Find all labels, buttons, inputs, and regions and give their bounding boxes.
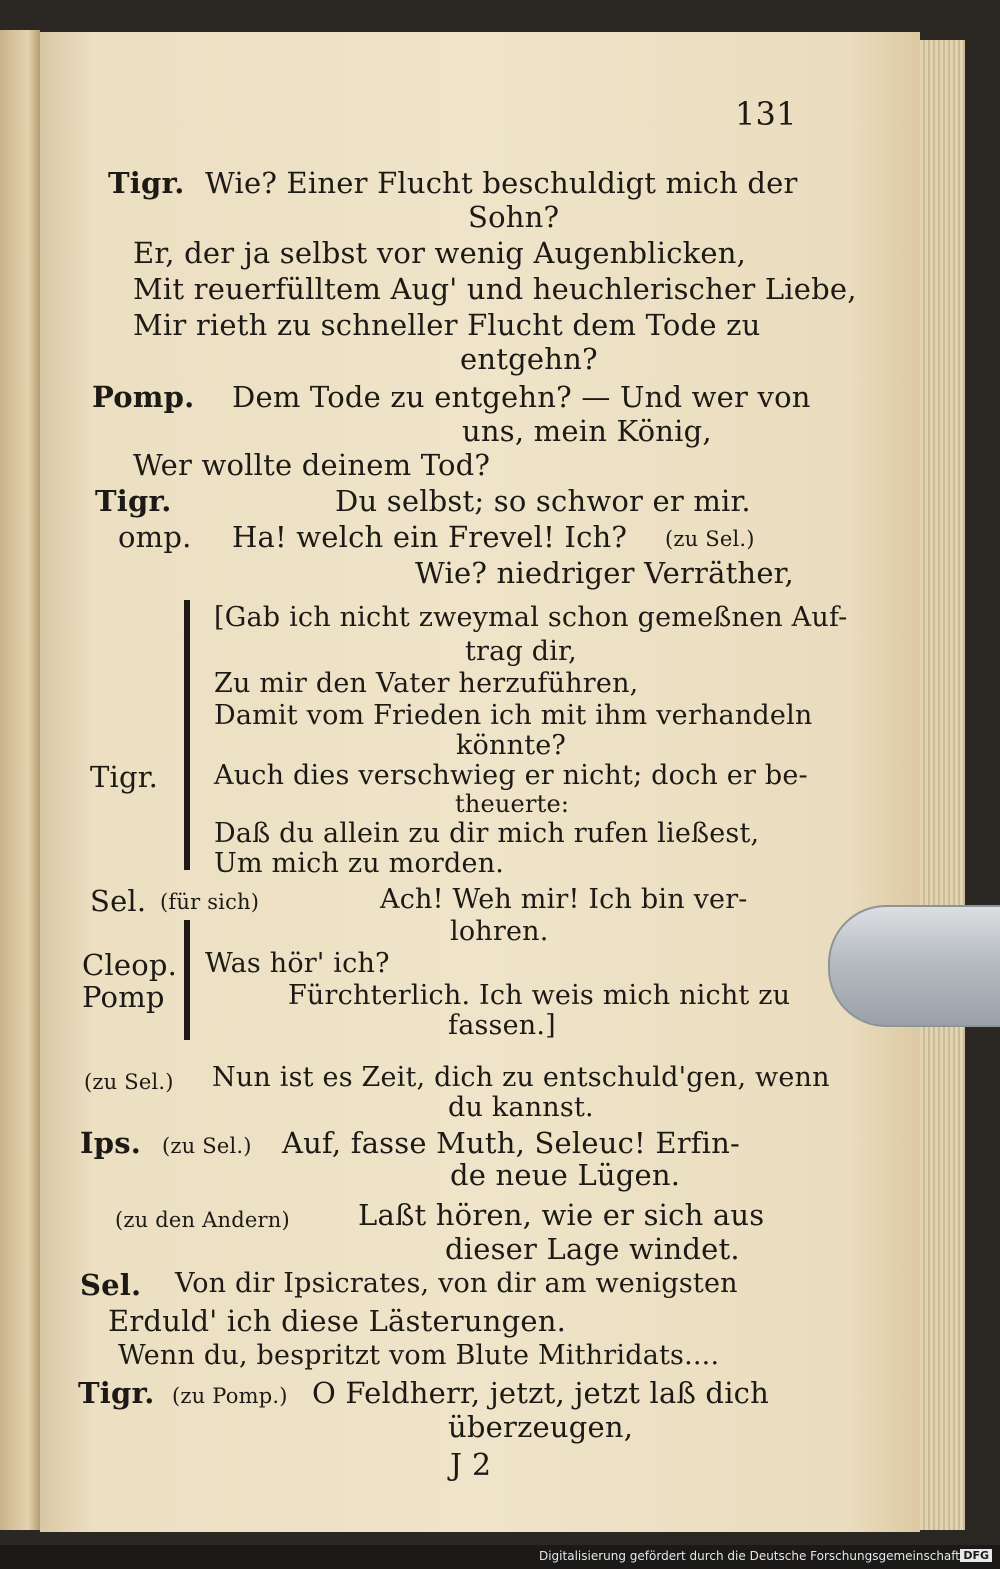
verse-line: Mir rieth zu schneller Flucht dem Tode zu — [133, 308, 761, 342]
verse-line: [Gab ich nicht zweymal schon gemeßnen Auf- — [214, 602, 848, 633]
speaker: Sel. — [80, 1268, 142, 1302]
stage-direction: (zu Sel.) — [665, 527, 755, 551]
stage-direction: (zu den Andern) — [115, 1208, 290, 1232]
speaker: Ips. — [80, 1126, 142, 1160]
verse-line: Fürchterlich. Ich weis mich nicht zu — [288, 980, 791, 1011]
speaker: Tigr. — [95, 484, 172, 518]
speaker: Sel. — [90, 884, 147, 918]
facing-page-edge — [0, 30, 40, 1530]
verse-line: Er, der ja selbst vor wenig Augenblicken, — [133, 236, 747, 270]
verse-line: trag dir, — [465, 636, 577, 667]
verse-line: O Feldherr, jetzt, jetzt laß dich — [312, 1376, 769, 1410]
verse-line: entgehn? — [460, 342, 598, 376]
verse-line: Von dir Ipsicrates, von dir am wenigsten — [175, 1268, 738, 1299]
speaker: omp. — [118, 520, 192, 554]
verse-line: Auch dies verschwieg er nicht; doch er be- — [214, 760, 808, 791]
verse-line: Dem Tode zu entgehn? — Und wer von — [232, 380, 811, 414]
speaker: Pomp — [82, 980, 165, 1014]
stage-direction: (für sich) — [160, 890, 260, 914]
verse-line: Zu mir den Vater herzuführen, — [214, 668, 639, 699]
verse-line: Mit reuerfülltem Aug' und heuchlerischer Liebe, — [133, 272, 857, 306]
verse-line: Laßt hören, wie er sich aus — [358, 1198, 765, 1232]
speaker: Cleop. — [82, 948, 178, 982]
verse-line: de neue Lügen. — [450, 1158, 681, 1192]
bracket-bar — [184, 920, 190, 1040]
verse-line: überzeugen, — [448, 1410, 634, 1444]
page-edges — [915, 40, 965, 1530]
dfg-logo: DFG — [960, 1549, 992, 1562]
footer-credit: Digitalisierung gefördert durch die Deutsche Forschungsgemeinschaft — [538, 1549, 960, 1563]
verse-line: uns, mein König, — [462, 414, 712, 448]
page-clip — [828, 905, 1000, 1027]
verse-line: theuerte: — [455, 790, 570, 818]
verse-line: du kannst. — [448, 1092, 594, 1123]
verse-line: Wie? niedriger Verräther, — [415, 556, 794, 590]
verse-line: Sohn? — [468, 200, 560, 234]
stage-direction: (zu Sel.) — [162, 1134, 252, 1158]
verse-line: dieser Lage windet. — [445, 1232, 740, 1266]
verse-line: Um mich zu morden. — [214, 848, 505, 879]
bracket-bar — [184, 600, 190, 870]
speaker: Pomp. — [92, 380, 195, 414]
speaker: Tigr. — [90, 760, 159, 794]
verse-line: Wenn du, bespritzt vom Blute Mithridats.... — [118, 1340, 720, 1371]
verse-line: Ha! welch ein Frevel! Ich? — [232, 520, 628, 554]
stage-direction: (zu Sel.) — [84, 1070, 174, 1094]
speaker: Tigr. — [78, 1376, 155, 1410]
verse-line: Wie? Einer Flucht beschuldigt mich der — [205, 166, 798, 200]
verse-line: Du selbst; so schwor er mir. — [335, 484, 751, 518]
stage-direction: (zu Pomp.) — [172, 1384, 288, 1408]
verse-line: Erduld' ich diese Lästerungen. — [108, 1304, 567, 1338]
verse-line: könnte? — [456, 730, 567, 761]
page-number: 131 — [735, 95, 797, 133]
verse-line: Ach! Weh mir! Ich bin ver- — [380, 884, 748, 915]
verse-line: fassen.] — [448, 1010, 556, 1041]
verse-line: Damit vom Frieden ich mit ihm verhandeln — [214, 700, 813, 731]
verse-line: Auf, fasse Muth, Seleuc! Erfin- — [282, 1126, 741, 1160]
verse-line: Nun ist es Zeit, dich zu entschuld'gen, wenn — [212, 1062, 830, 1093]
verse-line: Wer wollte deinem Tod? — [133, 448, 491, 482]
verse-line: Daß du allein zu dir mich rufen ließest, — [214, 818, 760, 849]
signature-mark: J 2 — [450, 1448, 492, 1483]
verse-line: Was hör' ich? — [205, 948, 390, 979]
verse-line: lohren. — [450, 916, 549, 947]
speaker: Tigr. — [108, 166, 185, 200]
